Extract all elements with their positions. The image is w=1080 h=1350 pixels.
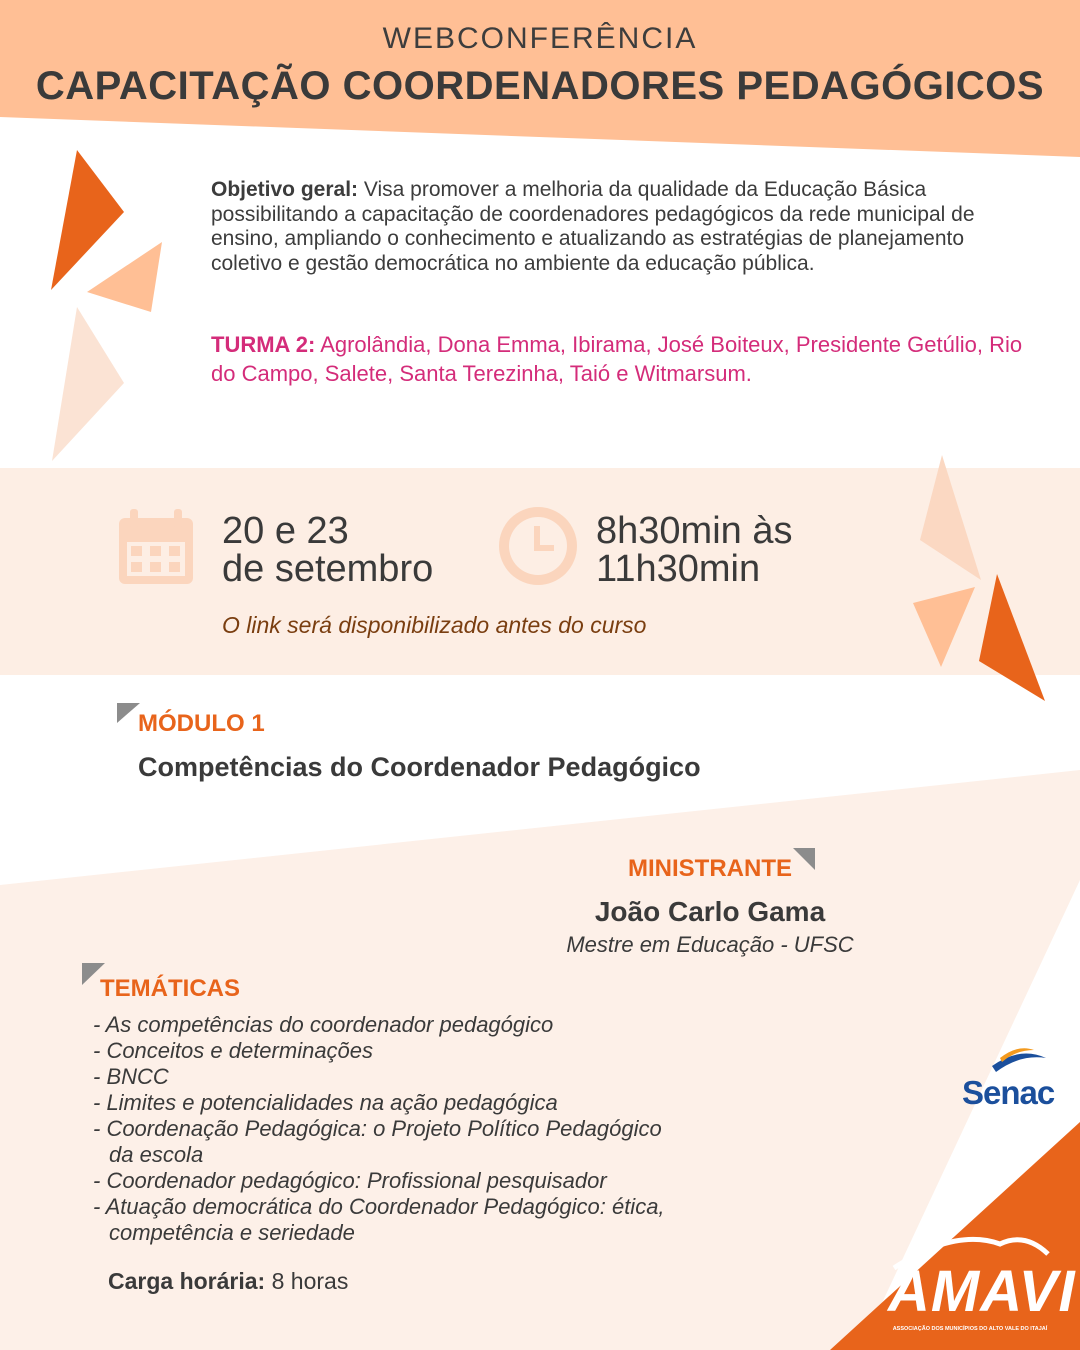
time-line-2: 11h30min [596,548,761,590]
event-time [596,512,792,588]
list-item: - Limites e potencialidades na ação pedagógica [93,1090,558,1115]
deco-triangle [87,242,162,312]
workload [108,1268,348,1295]
instructor-degree: Mestre em Educação - UFSC [566,932,854,957]
turma-text: Agrolândia, Dona Emma, Ibirama, José Boiteux, Presidente Getúlio, Rio do Campo, Salete, Santa Terezinha, Taió e Witmarsum. [211,332,1023,386]
topics-list [93,1012,813,1246]
page-title: CAPACITAÇÃO COORDENADORES PEDAGÓGICOS [35,64,1045,108]
event-dates [222,512,433,588]
turma-paragraph [211,330,1031,388]
workload-value: 8 horas [265,1268,349,1294]
list-item: - As competências do coordenador pedagógico [93,1012,554,1037]
link-note: O link será disponibilizado antes do curso [222,612,647,638]
workload-label: Carga horária: [108,1268,266,1294]
time-line-1: 8h30min às [596,510,793,552]
date-line-1: 20 e 23 [222,510,349,552]
topics-label: TEMÁTICAS [100,975,240,1002]
clock-icon [499,507,577,585]
list-item: - Atuação democrática do Coordenador Pedagógico: ética, competência e seriedade [93,1194,665,1245]
deco-triangle [51,150,124,290]
turma-label: TURMA 2: [211,332,316,357]
objective-paragraph [211,178,1031,276]
objective-label: Objetivo geral: [211,178,359,201]
calendar-icon [119,509,193,584]
module-label: MÓDULO 1 [138,710,265,737]
corner-mark [117,703,140,723]
amavi-tagline: ASSOCIAÇÃO DOS MUNICÍPIOS DO ALTO VALE DO ITAJAÍ [892,1326,1048,1332]
module-title: Competências do Coordenador Pedagógico [138,752,701,782]
list-item: - Conceitos e determinações [93,1038,374,1063]
instructor-name: João Carlo Gama [594,896,826,927]
senac-logo: Senac [962,1074,1055,1111]
objective-text: Visa promover a melhoria da qualidade da Educação Básica possibilitando a capacitação de coordenadores pedagógicos da rede municipal de ensino, ampliando o conhecimento e atualizando as estratégias de planejamento coletivo e gestão democrática no ambiente da educação pública. [211,178,975,275]
instructor-label: MINISTRANTE [628,855,792,882]
list-item: - Coordenador pedagógico: Profissional pesquisador [93,1168,607,1193]
list-item: - BNCC [93,1064,169,1089]
amavi-logo: AMAVI [888,1259,1076,1324]
date-line-2: de setembro [222,548,434,590]
header-subtitle: WEBCONFERÊNCIA [382,22,698,55]
list-item: - Coordenação Pedagógica: o Projeto Político Pedagógico da escola [93,1116,662,1167]
deco-triangle [52,307,124,461]
